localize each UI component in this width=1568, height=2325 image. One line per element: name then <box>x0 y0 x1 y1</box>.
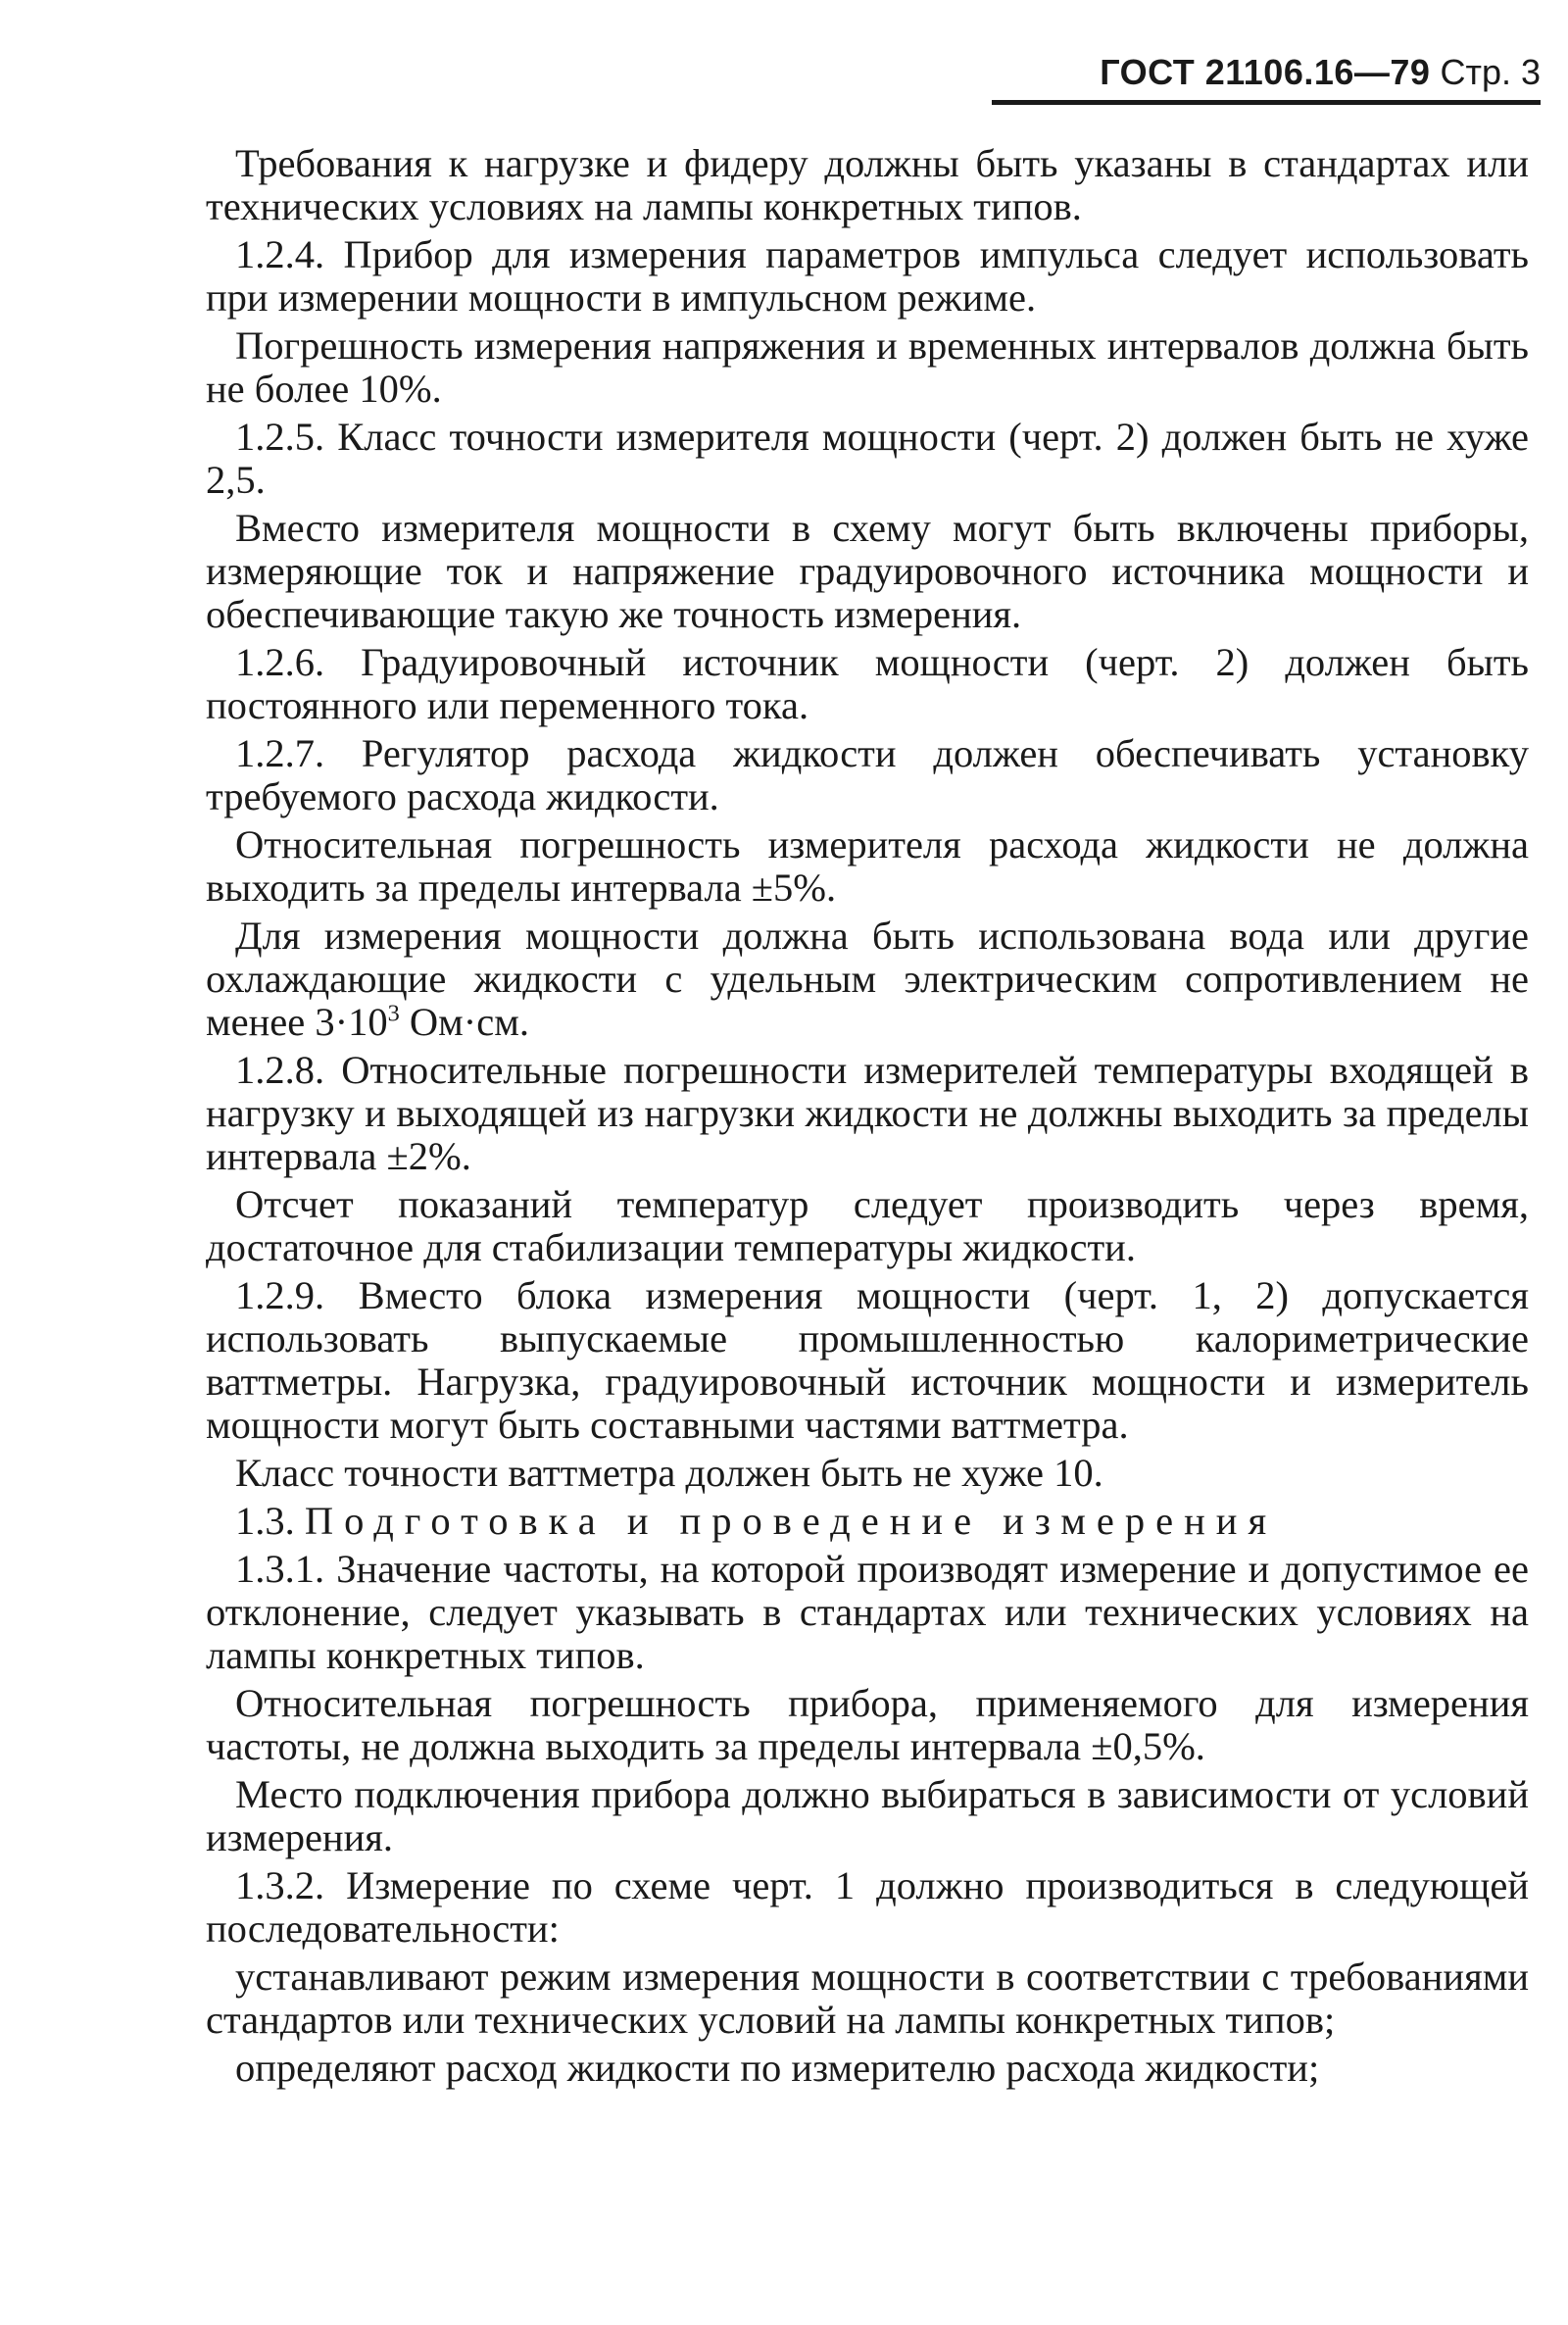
paragraph: Отсчет показаний температур следует производить через время, достаточное для стабилизации температуры жидкости. <box>206 1182 1529 1269</box>
paragraph: Место подключения прибора должно выбираться в зависимости от условий измерения. <box>206 1772 1529 1859</box>
paragraph: определяют расход жидкости по измерителю расхода жидкости; <box>235 2046 1320 2090</box>
page-number: Стр. 3 <box>1440 52 1541 92</box>
paragraph: Относительная погрешность измерителя расхода жидкости не должна выходить за пределы интервала ±5%. <box>206 822 1529 910</box>
paragraph: 1.3.2. Измерение по схеме черт. 1 должно производиться в следующей последовательности: <box>206 1863 1529 1951</box>
page-header <box>992 51 1541 105</box>
paragraph: 1.2.6. Градуировочный источник мощности (черт. 2) должен быть постоянного или переменного тока. <box>206 640 1529 727</box>
paragraph: Относительная погрешность прибора, применяемого для измерения частоты, не должна выходить за пределы интервала ±0,5%. <box>206 1681 1529 1768</box>
paragraph: 1.2.5. Класс точности измерителя мощности (черт. 2) должен быть не хуже 2,5. <box>206 415 1529 502</box>
header-text <box>992 51 1541 94</box>
paragraph: Погрешность измерения напряжения и временных интервалов должна быть не более 10%. <box>206 323 1529 411</box>
paragraph: 1.2.8. Относительные погрешности измерителей температуры входящей в нагрузку и выходящей из нагрузки жидкости не должны выходить за пределы интервала ±2%. <box>206 1048 1529 1178</box>
section-heading <box>206 1500 1529 1543</box>
resistance-unit: Ом·см. <box>399 1000 529 1044</box>
paragraph: 1.2.7. Регулятор расхода жидкости должен обеспечивать установку требуемого расхода жидкости. <box>206 731 1529 818</box>
paragraph: 1.2.4. Прибор для измерения параметров импульса следует использовать при измерении мощности в импульсном режиме. <box>206 232 1529 320</box>
document-body <box>206 142 1529 2095</box>
paragraph-resistance <box>206 915 1529 1044</box>
paragraph: Вместо измерителя мощности в схему могут быть включены приборы, измеряющие ток и напряжение градуировочного источника мощности и обеспечивающие такую же точность измерения. <box>206 506 1529 636</box>
section-title: Подготовка и проведение измерения <box>304 1499 1278 1543</box>
paragraph: Класс точности ваттметра должен быть не хуже 10. <box>235 1451 1103 1495</box>
paragraph: 1.3.1. Значение частоты, на которой производят измерение и допустимое ее отклонение, следует указывать в стандартах или технических условиях на лампы конкретных типов. <box>206 1547 1529 1677</box>
exponent: 3 <box>387 1000 400 1027</box>
paragraph: устанавливают режим измерения мощности в соответствии с требованиями стандартов или технических условий на лампы конкретных типов; <box>206 1954 1529 2042</box>
gost-number: ГОСТ 21106.16—79 <box>1100 52 1431 92</box>
header-rule <box>992 100 1541 105</box>
paragraph: 1.2.9. Вместо блока измерения мощности (черт. 1, 2) допускается использовать выпускаемые промышленностью калориметрические ваттметры. Нагрузка, градуировочный источник мощности и измеритель мощности могут быть составными частями ваттметра. <box>206 1273 1529 1447</box>
paragraph: Требования к нагрузке и фидеру должны быть указаны в стандартах или технических условиях на лампы конкретных типов. <box>206 141 1529 228</box>
resistance-text: Для измерения мощности должна быть использована вода или другие охлаждающие жидкости с удельным электрическим сопротивлением не менее 3·10 <box>206 914 1529 1044</box>
section-number: 1.3. <box>235 1499 295 1543</box>
